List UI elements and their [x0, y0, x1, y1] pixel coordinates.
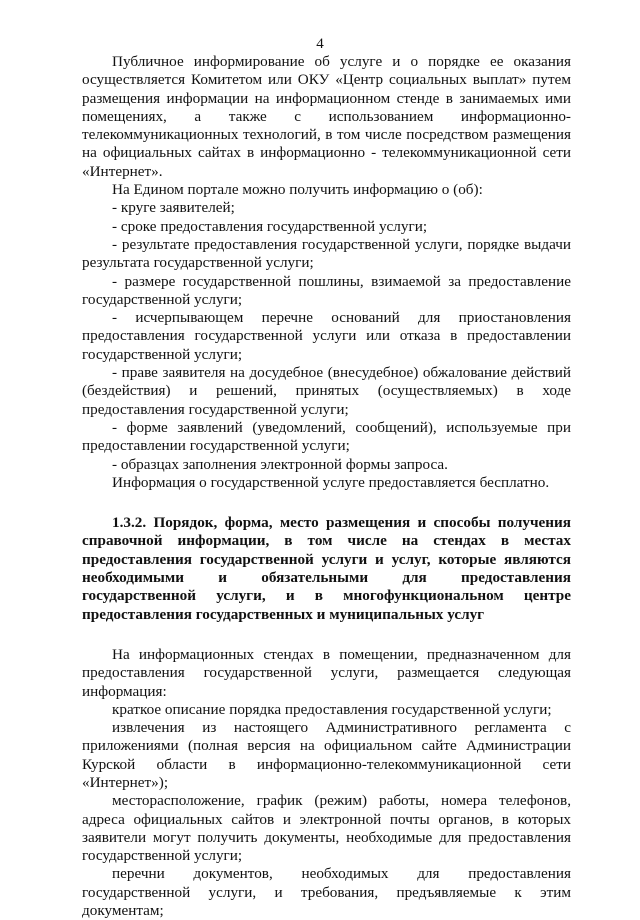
heading-line: справочной информации, в том числе на стендах в местах [82, 532, 571, 550]
heading-line: необходимыми и обязательными для предоставления [82, 569, 571, 587]
text-line: извлечения из настоящего Административного регламента с [112, 719, 571, 737]
text-line: - сроке предоставления государственной услуги; [112, 217, 428, 235]
text-line: перечни документов, необходимых для предоставления [112, 865, 571, 883]
portal-info-list [82, 199, 571, 473]
text-line: предоставления государственной услуги; [82, 400, 349, 418]
free-info-note: Информация о государственной услуге предоставляется бесплатно. [112, 473, 550, 491]
list-item [82, 419, 571, 456]
text-line: - образцах заполнения электронной формы запроса. [112, 455, 448, 473]
text-line: - форме заявлений (уведомлений, сообщений), используемые при [112, 418, 571, 436]
list-item [82, 236, 571, 273]
text-line: размещения информации на информационном стенде в занимаемых ими [82, 89, 571, 107]
heading-line: государственной услуги, и в многофункциональном центре [82, 587, 571, 605]
list-item [82, 792, 571, 865]
text-line: помещениях, а также с использованием информационно- [82, 107, 571, 125]
list-item [82, 199, 571, 217]
text-line: информация: [82, 682, 167, 700]
text-line: адреса официальных сайтов и электронной почты органов, в которых [82, 810, 571, 828]
list-item [82, 701, 571, 719]
text-line: - исчерпывающем перечне оснований для приостановления [112, 309, 571, 327]
text-line: приложениями (полная версия на официальном сайте Администрации [82, 737, 571, 755]
heading-line: предоставления государственных и муниципальных услуг [82, 605, 485, 623]
text-line: предоставлении государственной услуги; [82, 437, 350, 455]
stand-info-list [82, 701, 571, 920]
text-line: предоставления государственной услуги или отказа в предоставлении [82, 327, 571, 345]
text-line: документам; [82, 902, 164, 920]
text-line: осуществляется Комитетом или ОКУ «Центр социальных выплат» путем [82, 71, 571, 89]
spacer [82, 492, 571, 514]
text-line: (бездействия) и решений, принятых (осуществляемых) в ходе [82, 382, 571, 400]
text-line: заявители могут получить документы, необходимые для предоставления [82, 828, 571, 846]
list-item [82, 273, 571, 310]
heading-line: предоставления государственной услуги и услуг, которые являются [82, 550, 571, 568]
text-line: телекоммуникационных технологий, в том числе посредством размещения [82, 126, 571, 144]
text-line: Публичное информирование об услуге и о порядке ее оказания [112, 53, 571, 70]
portal-intro: На Едином портале можно получить информацию о (об): [112, 181, 483, 199]
text-line: результата государственной услуги; [82, 254, 314, 272]
text-line: Курской области в информационно-телекоммуникационной сети [82, 755, 571, 773]
text-line: - праве заявителя на досудебное (внесудебное) обжалование действий [112, 364, 571, 382]
heading-line: 1.3.2. Порядок, форма, место размещения и способы получения [112, 514, 571, 532]
paragraph-stand-intro [82, 646, 571, 701]
paragraph-public-informing [82, 53, 571, 181]
text-line: государственной услуги; [82, 847, 243, 865]
text-line: государственной услуги; [82, 290, 243, 308]
text-line: предоставления государственной услуги, размещается следующая [82, 664, 571, 682]
text-line: - результате предоставления государственной услуги, порядке выдачи [112, 235, 571, 253]
text-line: государственной услуги; [82, 345, 243, 363]
text-line: государственной услуги, и требования, предъявляемые к этим [82, 883, 571, 901]
text-line: на официальных сайтах в информационно - телекоммуникационной сети [82, 144, 571, 162]
text-line: - круге заявителей; [112, 199, 235, 217]
list-item [82, 309, 571, 364]
list-item [82, 364, 571, 419]
text-line: «Интернет». [82, 162, 163, 180]
list-item [82, 456, 571, 474]
list-item [82, 218, 571, 236]
text-line: - размере государственной пошлины, взимаемой за предоставление [112, 272, 571, 290]
section-heading-1-3-2 [82, 514, 571, 624]
text-line: На информационных стендах в помещении, предназначенном для [112, 645, 571, 663]
list-item [82, 719, 571, 792]
page-number: 4 [316, 36, 324, 52]
text-line: месторасположение, график (режим) работы, номера телефонов, [112, 792, 571, 810]
document-body [82, 53, 571, 920]
spacer [82, 624, 571, 646]
text-line: краткое описание порядка предоставления государственной услуги; [112, 700, 552, 718]
text-line: «Интернет»); [82, 773, 169, 791]
list-item [82, 865, 571, 920]
